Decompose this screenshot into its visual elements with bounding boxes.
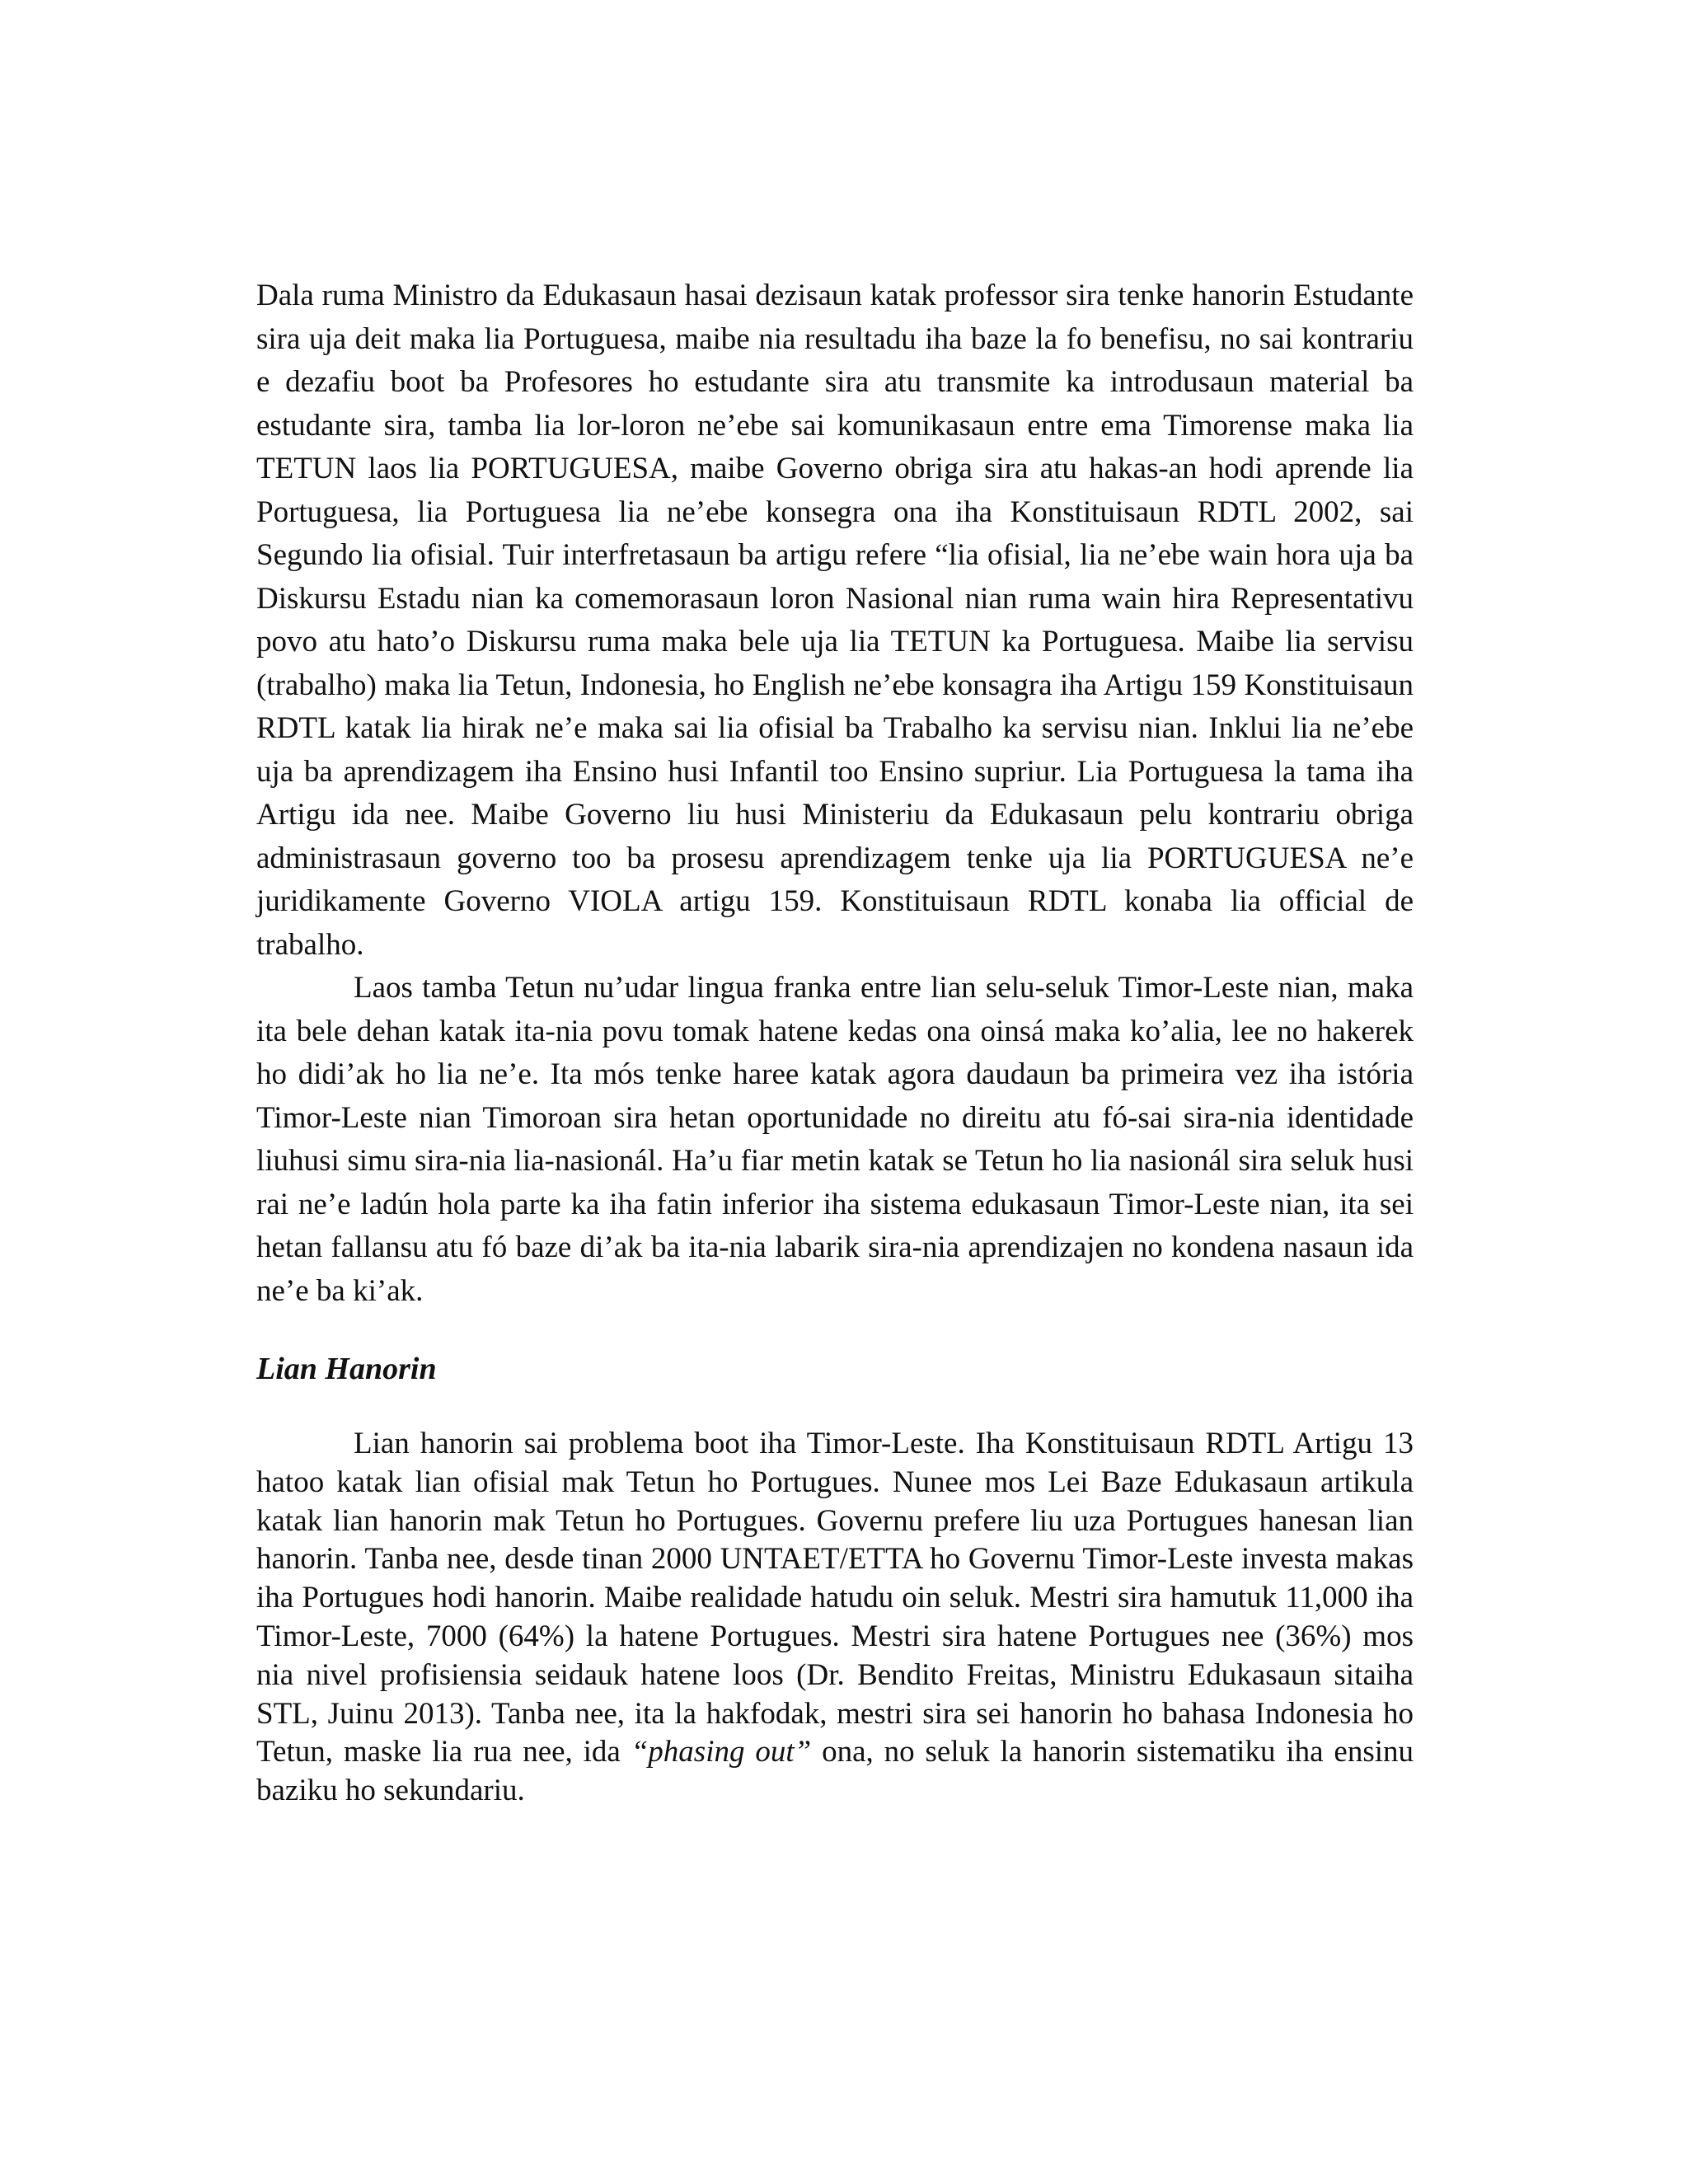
paragraph-3-text-after: ona, no seluk la hanorin sistematiku iha ensinu baziku ho sekundariu. <box>256 1735 1414 1808</box>
paragraph-3-text-before: Lian hanorin sai problema boot iha Timor-Leste. Iha Konstituisaun RDTL Artigu 13 hatoo katak lian ofisial mak Tetun ho Portugues. Nunee mos Lei Baze Edukasaun artikula katak lian hanorin mak Tetun ho Portugues. Governu prefere liu uza Portugues hanesan lian hanorin. Tanba nee, desde tinan 2000 UNTAET/ETTA ho Governu Timor-Leste investa makas iha Portugues hodi hanorin. Maibe realidade hatudu oin seluk. Mestri sira hamutuk 11,000 iha Timor-Leste, 7000 (64%) la hatene Portugues. Mestri sira hatene Portugues nee (36%) mos nia nivel profisiensia seidauk hatene loos (Dr. Bendito Freitas, Ministru Edukasaun sitaiha STL, Juinu 2013). Tanba nee, ita la hakfodak, mestri sira sei hanorin ho bahasa Indonesia ho Tetun, maske lia rua nee, ida <box>256 1427 1414 1769</box>
body-paragraph-2: Laos tamba Tetun nu’udar lingua franka entre lian selu-seluk Timor-Leste nian, maka ita bele dehan katak ita-nia povu tomak hatene kedas ona oinsá maka ko’alia, lee no hakerek ho didi’ak ho lia ne’e. Ita mós tenke haree katak agora daudaun ba primeira vez iha istória Timor-Leste nian Timoroan sira hetan oportunidade no direitu atu fó-sai sira-nia identidade liuhusi simu sira-nia lia-nasionál. Ha’u fiar metin katak se Tetun ho lia nasionál sira seluk husi rai ne’e ladún hola parte ka iha fatin inferior iha sistema edukasaun Timor-Leste nian, ita sei hetan fallansu atu fó baze di’ak ba ita-nia labarik sira-nia aprendizajen no kondena nasaun ida ne’e ba ki’ak. <box>256 971 1414 1308</box>
section-heading: Lian Hanorin <box>256 1352 437 1386</box>
document-page <box>256 274 1414 1811</box>
body-paragraph-1: Dala ruma Ministro da Edukasaun hasai dezisaun katak professor sira tenke hanorin Estudante sira uja deit maka lia Portuguesa, maibe nia resultadu iha baze la fo benefisu, no sai kontrariu e dezafiu boot ba Profesores ho estudante sira atu transmite ka introdusaun material ba estudante sira, tamba lia lor-loron ne’ebe sai komunikasaun entre ema Timorense maka lia TETUN laos lia PORTUGUESA, maibe Governo obriga sira atu hakas-an hodi aprende lia Portuguesa, lia Portuguesa lia ne’ebe konsegra ona iha Konstituisaun RDTL 2002, sai Segundo lia ofisial. Tuir interfretasaun ba artigu refere “lia ofisial, lia ne’ebe wain hora uja ba Diskursu Estadu nian ka comemorasaun loron Nasional nian ruma wain hira Representativu povo atu hato’o Diskursu ruma maka bele uja lia TETUN ka Portuguesa. Maibe lia servisu (trabalho) maka lia Tetun, Indonesia, ho English ne’ebe konsagra iha Artigu 159 Konstituisaun RDTL katak lia hirak ne’e maka sai lia ofisial ba Trabalho ka servisu nian. Inklui lia ne’ebe uja ba aprendizagem iha Ensino husi Infantil too Ensino supriur. Lia Portuguesa la tama iha Artigu ida nee. Maibe Governo liu husi Ministeriu da Edukasaun pelu kontrariu obriga administrasaun governo too ba prosesu aprendizagem tenke uja lia PORTUGUESA ne’e juridikamente Governo VIOLA artigu 159. Konstituisaun RDTL konaba lia official de trabalho. <box>256 279 1414 962</box>
body-paragraph-3 <box>256 1425 1414 1811</box>
phasing-out-emphasis: “phasing out” <box>631 1735 812 1769</box>
